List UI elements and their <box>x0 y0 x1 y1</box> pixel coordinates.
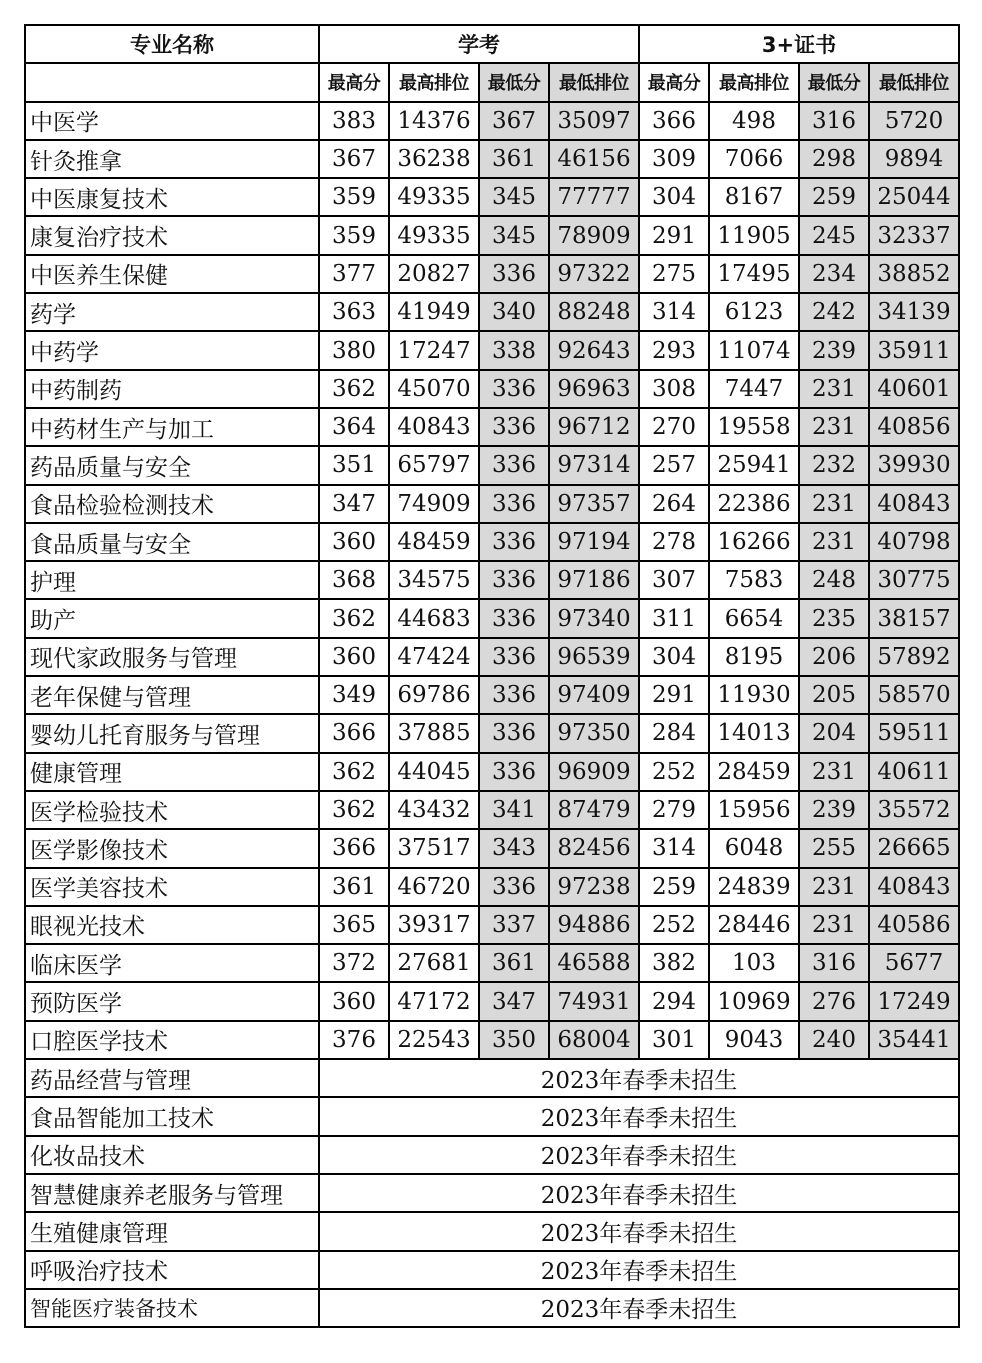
cert-max-rank-cell: 11930 <box>709 676 799 714</box>
not-enrolled-note: 2023年春季未招生 <box>319 1136 959 1174</box>
table-row <box>25 753 959 791</box>
cert-min-score-cell: 316 <box>799 102 869 140</box>
xuekao-min-score-cell: 336 <box>479 370 549 408</box>
xuekao-max-rank-cell: 46720 <box>389 868 479 906</box>
cert-max-score-cell: 291 <box>639 216 709 254</box>
xuekao-max-score-cell: 380 <box>319 331 389 369</box>
xuekao-min-rank-cell: 82456 <box>549 829 639 867</box>
cert-max-rank-cell: 22386 <box>709 485 799 523</box>
table-row <box>25 1021 959 1059</box>
table-row <box>25 523 959 561</box>
xuekao-min-rank-cell: 96909 <box>549 753 639 791</box>
cert-max-rank-cell: 17495 <box>709 255 799 293</box>
cert-max-rank-cell: 10969 <box>709 982 799 1020</box>
xuekao-min-score-cell: 336 <box>479 408 549 446</box>
xuekao-min-rank-cell: 35097 <box>549 102 639 140</box>
cert-min-score-cell: 245 <box>799 216 869 254</box>
cert-min-score-cell: 231 <box>799 523 869 561</box>
table-row <box>25 599 959 637</box>
major-name-cell: 康复治疗技术 <box>25 216 319 254</box>
cert-min-score-cell: 234 <box>799 255 869 293</box>
cert-max-score-cell: 275 <box>639 255 709 293</box>
table-row <box>25 561 959 599</box>
xuekao-min-rank-header: 最低排位 <box>549 63 639 101</box>
cert-max-score-cell: 294 <box>639 982 709 1020</box>
xuekao-group-header: 学考 <box>319 25 639 63</box>
not-enrolled-row <box>25 1251 959 1289</box>
cert-max-score-cell: 252 <box>639 753 709 791</box>
cert-min-rank-cell: 40856 <box>869 408 959 446</box>
table-row <box>25 829 959 867</box>
xuekao-min-score-cell: 336 <box>479 676 549 714</box>
xuekao-min-score-cell: 367 <box>479 102 549 140</box>
table-row <box>25 944 959 982</box>
not-enrolled-note: 2023年春季未招生 <box>319 1289 959 1327</box>
xuekao-max-score-cell: 364 <box>319 408 389 446</box>
cert-min-score-cell: 242 <box>799 293 869 331</box>
xuekao-max-score-cell: 377 <box>319 255 389 293</box>
xuekao-min-score-cell: 336 <box>479 446 549 484</box>
xuekao-max-score-cell: 360 <box>319 982 389 1020</box>
xuekao-min-rank-cell: 97194 <box>549 523 639 561</box>
admission-score-table <box>24 24 960 1328</box>
cert-max-rank-cell: 24839 <box>709 868 799 906</box>
cert-min-rank-cell: 40586 <box>869 906 959 944</box>
xuekao-max-rank-cell: 47172 <box>389 982 479 1020</box>
xuekao-max-rank-cell: 47424 <box>389 638 479 676</box>
table-row <box>25 446 959 484</box>
xuekao-min-rank-cell: 97186 <box>549 561 639 599</box>
cert-max-score-cell: 366 <box>639 102 709 140</box>
major-name-cell: 中医养生保健 <box>25 255 319 293</box>
major-name-cell: 助产 <box>25 599 319 637</box>
cert-min-score-cell: 204 <box>799 714 869 752</box>
cert-max-rank-cell: 6123 <box>709 293 799 331</box>
xuekao-max-score-cell: 359 <box>319 216 389 254</box>
xuekao-max-score-cell: 362 <box>319 791 389 829</box>
xuekao-max-rank-cell: 41949 <box>389 293 479 331</box>
xuekao-min-score-cell: 336 <box>479 255 549 293</box>
xuekao-max-score-cell: 383 <box>319 102 389 140</box>
cert-min-score-cell: 231 <box>799 370 869 408</box>
certificate-group-header: 3+证书 <box>639 25 959 63</box>
major-name-cell: 中药制药 <box>25 370 319 408</box>
cert-max-rank-cell: 19558 <box>709 408 799 446</box>
table-row <box>25 102 959 140</box>
xuekao-max-rank-cell: 45070 <box>389 370 479 408</box>
not-enrolled-note: 2023年春季未招生 <box>319 1059 959 1097</box>
cert-max-rank-cell: 7066 <box>709 140 799 178</box>
major-name-cell: 医学美容技术 <box>25 868 319 906</box>
cert-max-score-cell: 293 <box>639 331 709 369</box>
xuekao-min-score-cell: 345 <box>479 216 549 254</box>
not-enrolled-note: 2023年春季未招生 <box>319 1212 959 1250</box>
cert-max-rank-cell: 9043 <box>709 1021 799 1059</box>
cert-max-score-cell: 311 <box>639 599 709 637</box>
cert-min-rank-cell: 35911 <box>869 331 959 369</box>
cert-max-score-cell: 382 <box>639 944 709 982</box>
not-enrolled-note: 2023年春季未招生 <box>319 1251 959 1289</box>
xuekao-min-rank-cell: 97350 <box>549 714 639 752</box>
cert-max-score-cell: 304 <box>639 638 709 676</box>
xuekao-max-rank-cell: 27681 <box>389 944 479 982</box>
xuekao-min-score-cell: 336 <box>479 523 549 561</box>
cert-min-rank-cell: 40611 <box>869 753 959 791</box>
cert-max-score-cell: 291 <box>639 676 709 714</box>
xuekao-max-rank-cell: 44683 <box>389 599 479 637</box>
xuekao-min-score-header: 最低分 <box>479 63 549 101</box>
cert-min-score-cell: 205 <box>799 676 869 714</box>
xuekao-max-rank-cell: 37517 <box>389 829 479 867</box>
cert-min-score-cell: 231 <box>799 868 869 906</box>
table-row <box>25 868 959 906</box>
xuekao-max-score-cell: 362 <box>319 753 389 791</box>
xuekao-min-rank-cell: 74931 <box>549 982 639 1020</box>
xuekao-min-score-cell: 347 <box>479 982 549 1020</box>
cert-min-score-cell: 206 <box>799 638 869 676</box>
cert-min-rank-header: 最低排位 <box>869 63 959 101</box>
major-name-cell: 食品质量与安全 <box>25 523 319 561</box>
xuekao-max-score-cell: 362 <box>319 599 389 637</box>
xuekao-max-score-cell: 363 <box>319 293 389 331</box>
cert-min-rank-cell: 39930 <box>869 446 959 484</box>
xuekao-min-score-cell: 341 <box>479 791 549 829</box>
cert-min-score-cell: 259 <box>799 178 869 216</box>
not-enrolled-row <box>25 1097 959 1135</box>
xuekao-max-rank-cell: 22543 <box>389 1021 479 1059</box>
not-enrolled-note: 2023年春季未招生 <box>319 1097 959 1135</box>
cert-max-score-cell: 279 <box>639 791 709 829</box>
cert-min-rank-cell: 34139 <box>869 293 959 331</box>
xuekao-min-score-cell: 336 <box>479 753 549 791</box>
cert-max-rank-cell: 7583 <box>709 561 799 599</box>
xuekao-max-rank-cell: 17247 <box>389 331 479 369</box>
major-name-cell: 医学影像技术 <box>25 829 319 867</box>
xuekao-max-score-cell: 359 <box>319 178 389 216</box>
cert-min-rank-cell: 40601 <box>869 370 959 408</box>
cert-max-rank-cell: 11905 <box>709 216 799 254</box>
table-row <box>25 408 959 446</box>
cert-max-rank-cell: 11074 <box>709 331 799 369</box>
xuekao-min-score-cell: 345 <box>479 178 549 216</box>
xuekao-min-score-cell: 343 <box>479 829 549 867</box>
major-name-cell: 中医康复技术 <box>25 178 319 216</box>
cert-max-score-header: 最高分 <box>639 63 709 101</box>
cert-max-score-cell: 309 <box>639 140 709 178</box>
cert-min-rank-cell: 17249 <box>869 982 959 1020</box>
cert-min-rank-cell: 40843 <box>869 868 959 906</box>
major-name-cell: 婴幼儿托育服务与管理 <box>25 714 319 752</box>
cert-max-rank-cell: 16266 <box>709 523 799 561</box>
cert-max-rank-cell: 28459 <box>709 753 799 791</box>
table-row <box>25 714 959 752</box>
xuekao-max-score-cell: 367 <box>319 140 389 178</box>
xuekao-max-rank-cell: 69786 <box>389 676 479 714</box>
major-name-cell: 智慧健康养老服务与管理 <box>25 1174 319 1212</box>
major-name-cell: 预防医学 <box>25 982 319 1020</box>
xuekao-min-rank-cell: 96539 <box>549 638 639 676</box>
major-name-cell: 中药材生产与加工 <box>25 408 319 446</box>
xuekao-min-rank-cell: 97238 <box>549 868 639 906</box>
cert-min-score-cell: 232 <box>799 446 869 484</box>
xuekao-min-score-cell: 361 <box>479 944 549 982</box>
cert-min-score-cell: 231 <box>799 408 869 446</box>
major-name-cell: 化妆品技术 <box>25 1136 319 1174</box>
xuekao-min-score-cell: 337 <box>479 906 549 944</box>
table-row <box>25 982 959 1020</box>
xuekao-max-score-header: 最高分 <box>319 63 389 101</box>
xuekao-min-score-cell: 350 <box>479 1021 549 1059</box>
xuekao-min-score-cell: 336 <box>479 599 549 637</box>
major-name-cell: 智能医疗装备技术 <box>25 1289 319 1327</box>
major-name-cell: 护理 <box>25 561 319 599</box>
not-enrolled-row <box>25 1136 959 1174</box>
xuekao-min-rank-cell: 96963 <box>549 370 639 408</box>
xuekao-max-score-cell: 349 <box>319 676 389 714</box>
header-blank-cell <box>25 63 319 101</box>
xuekao-max-rank-cell: 49335 <box>389 216 479 254</box>
cert-max-score-cell: 314 <box>639 829 709 867</box>
cert-max-rank-cell: 6654 <box>709 599 799 637</box>
xuekao-max-rank-cell: 49335 <box>389 178 479 216</box>
xuekao-max-rank-cell: 39317 <box>389 906 479 944</box>
cert-max-score-cell: 252 <box>639 906 709 944</box>
xuekao-max-score-cell: 360 <box>319 523 389 561</box>
xuekao-min-score-cell: 336 <box>479 638 549 676</box>
major-name-cell: 医学检验技术 <box>25 791 319 829</box>
cert-min-rank-cell: 59511 <box>869 714 959 752</box>
major-name-cell: 健康管理 <box>25 753 319 791</box>
cert-min-rank-cell: 35572 <box>869 791 959 829</box>
cert-max-score-cell: 304 <box>639 178 709 216</box>
cert-min-rank-cell: 58570 <box>869 676 959 714</box>
major-name-cell: 呼吸治疗技术 <box>25 1251 319 1289</box>
cert-min-rank-cell: 32337 <box>869 216 959 254</box>
xuekao-min-score-cell: 336 <box>479 714 549 752</box>
xuekao-max-rank-cell: 36238 <box>389 140 479 178</box>
xuekao-min-rank-cell: 87479 <box>549 791 639 829</box>
not-enrolled-row <box>25 1289 959 1327</box>
xuekao-max-rank-cell: 37885 <box>389 714 479 752</box>
table-row <box>25 331 959 369</box>
major-name-cell: 临床医学 <box>25 944 319 982</box>
xuekao-min-score-cell: 338 <box>479 331 549 369</box>
xuekao-max-score-cell: 362 <box>319 370 389 408</box>
xuekao-max-rank-cell: 14376 <box>389 102 479 140</box>
table-row <box>25 906 959 944</box>
table-row <box>25 370 959 408</box>
xuekao-min-rank-cell: 97314 <box>549 446 639 484</box>
xuekao-max-rank-cell: 44045 <box>389 753 479 791</box>
cert-min-rank-cell: 30775 <box>869 561 959 599</box>
major-name-cell: 药学 <box>25 293 319 331</box>
xuekao-min-score-cell: 336 <box>479 561 549 599</box>
cert-max-score-cell: 301 <box>639 1021 709 1059</box>
xuekao-min-rank-cell: 88248 <box>549 293 639 331</box>
cert-min-score-cell: 276 <box>799 982 869 1020</box>
xuekao-max-score-cell: 360 <box>319 638 389 676</box>
table-row <box>25 255 959 293</box>
table-row <box>25 140 959 178</box>
xuekao-max-score-cell: 376 <box>319 1021 389 1059</box>
header-row-subcols <box>25 63 959 101</box>
xuekao-max-rank-cell: 74909 <box>389 485 479 523</box>
xuekao-min-rank-cell: 96712 <box>549 408 639 446</box>
xuekao-min-score-cell: 336 <box>479 868 549 906</box>
cert-min-rank-cell: 40798 <box>869 523 959 561</box>
cert-max-rank-cell: 15956 <box>709 791 799 829</box>
cert-min-score-cell: 239 <box>799 331 869 369</box>
cert-max-rank-cell: 7447 <box>709 370 799 408</box>
cert-max-rank-cell: 498 <box>709 102 799 140</box>
cert-max-rank-cell: 8167 <box>709 178 799 216</box>
xuekao-min-rank-cell: 78909 <box>549 216 639 254</box>
cert-min-score-header: 最低分 <box>799 63 869 101</box>
cert-min-score-cell: 231 <box>799 485 869 523</box>
xuekao-min-rank-cell: 97409 <box>549 676 639 714</box>
xuekao-min-rank-cell: 68004 <box>549 1021 639 1059</box>
xuekao-min-rank-cell: 97322 <box>549 255 639 293</box>
major-name-cell: 老年保健与管理 <box>25 676 319 714</box>
major-name-cell: 针灸推拿 <box>25 140 319 178</box>
major-name-cell: 药品质量与安全 <box>25 446 319 484</box>
xuekao-max-score-cell: 368 <box>319 561 389 599</box>
not-enrolled-row <box>25 1174 959 1212</box>
cert-max-rank-cell: 103 <box>709 944 799 982</box>
major-name-cell: 中药学 <box>25 331 319 369</box>
cert-min-rank-cell: 5720 <box>869 102 959 140</box>
cert-max-score-cell: 314 <box>639 293 709 331</box>
xuekao-min-score-cell: 340 <box>479 293 549 331</box>
cert-min-rank-cell: 35441 <box>869 1021 959 1059</box>
xuekao-min-rank-cell: 92643 <box>549 331 639 369</box>
cert-max-score-cell: 264 <box>639 485 709 523</box>
cert-max-rank-cell: 14013 <box>709 714 799 752</box>
major-name-cell: 眼视光技术 <box>25 906 319 944</box>
major-name-cell: 药品经营与管理 <box>25 1059 319 1097</box>
cert-min-rank-cell: 38852 <box>869 255 959 293</box>
xuekao-min-score-cell: 336 <box>479 485 549 523</box>
xuekao-min-rank-cell: 97357 <box>549 485 639 523</box>
cert-max-score-cell: 259 <box>639 868 709 906</box>
xuekao-max-score-cell: 361 <box>319 868 389 906</box>
not-enrolled-row <box>25 1212 959 1250</box>
cert-min-score-cell: 231 <box>799 753 869 791</box>
cert-min-rank-cell: 38157 <box>869 599 959 637</box>
xuekao-max-rank-cell: 43432 <box>389 791 479 829</box>
cert-min-rank-cell: 26665 <box>869 829 959 867</box>
xuekao-min-score-cell: 361 <box>479 140 549 178</box>
table-row <box>25 485 959 523</box>
major-name-cell: 食品检验检测技术 <box>25 485 319 523</box>
table-row <box>25 676 959 714</box>
cert-max-score-cell: 270 <box>639 408 709 446</box>
cert-min-score-cell: 255 <box>799 829 869 867</box>
xuekao-max-rank-cell: 34575 <box>389 561 479 599</box>
cert-min-rank-cell: 25044 <box>869 178 959 216</box>
xuekao-max-rank-header: 最高排位 <box>389 63 479 101</box>
cert-max-score-cell: 307 <box>639 561 709 599</box>
xuekao-max-rank-cell: 40843 <box>389 408 479 446</box>
cert-max-rank-cell: 8195 <box>709 638 799 676</box>
cert-min-rank-cell: 40843 <box>869 485 959 523</box>
table-row <box>25 293 959 331</box>
xuekao-max-score-cell: 366 <box>319 714 389 752</box>
xuekao-min-rank-cell: 97340 <box>549 599 639 637</box>
cert-max-score-cell: 308 <box>639 370 709 408</box>
cert-min-rank-cell: 5677 <box>869 944 959 982</box>
table-row <box>25 178 959 216</box>
cert-min-score-cell: 298 <box>799 140 869 178</box>
xuekao-max-score-cell: 372 <box>319 944 389 982</box>
major-name-cell: 口腔医学技术 <box>25 1021 319 1059</box>
cert-max-rank-cell: 6048 <box>709 829 799 867</box>
cert-min-rank-cell: 57892 <box>869 638 959 676</box>
cert-min-score-cell: 239 <box>799 791 869 829</box>
xuekao-max-score-cell: 347 <box>319 485 389 523</box>
major-name-cell: 生殖健康管理 <box>25 1212 319 1250</box>
xuekao-max-score-cell: 351 <box>319 446 389 484</box>
not-enrolled-row <box>25 1059 959 1097</box>
xuekao-max-score-cell: 366 <box>319 829 389 867</box>
major-name-header: 专业名称 <box>25 25 319 63</box>
major-name-cell: 现代家政服务与管理 <box>25 638 319 676</box>
xuekao-min-rank-cell: 94886 <box>549 906 639 944</box>
table-row <box>25 791 959 829</box>
not-enrolled-note: 2023年春季未招生 <box>319 1174 959 1212</box>
cert-min-score-cell: 248 <box>799 561 869 599</box>
table-row <box>25 216 959 254</box>
cert-min-score-cell: 240 <box>799 1021 869 1059</box>
cert-max-score-cell: 278 <box>639 523 709 561</box>
cert-min-score-cell: 316 <box>799 944 869 982</box>
xuekao-min-rank-cell: 46588 <box>549 944 639 982</box>
xuekao-max-score-cell: 365 <box>319 906 389 944</box>
cert-max-rank-cell: 25941 <box>709 446 799 484</box>
xuekao-max-rank-cell: 65797 <box>389 446 479 484</box>
xuekao-max-rank-cell: 48459 <box>389 523 479 561</box>
xuekao-min-rank-cell: 77777 <box>549 178 639 216</box>
cert-min-score-cell: 235 <box>799 599 869 637</box>
table-body <box>25 25 959 1327</box>
cert-max-rank-cell: 28446 <box>709 906 799 944</box>
cert-max-score-cell: 257 <box>639 446 709 484</box>
major-name-cell: 食品智能加工技术 <box>25 1097 319 1135</box>
table-row <box>25 638 959 676</box>
major-name-cell: 中医学 <box>25 102 319 140</box>
cert-max-score-cell: 284 <box>639 714 709 752</box>
xuekao-max-rank-cell: 20827 <box>389 255 479 293</box>
cert-min-rank-cell: 9894 <box>869 140 959 178</box>
cert-min-score-cell: 231 <box>799 906 869 944</box>
header-row-groups <box>25 25 959 63</box>
cert-max-rank-header: 最高排位 <box>709 63 799 101</box>
xuekao-min-rank-cell: 46156 <box>549 140 639 178</box>
